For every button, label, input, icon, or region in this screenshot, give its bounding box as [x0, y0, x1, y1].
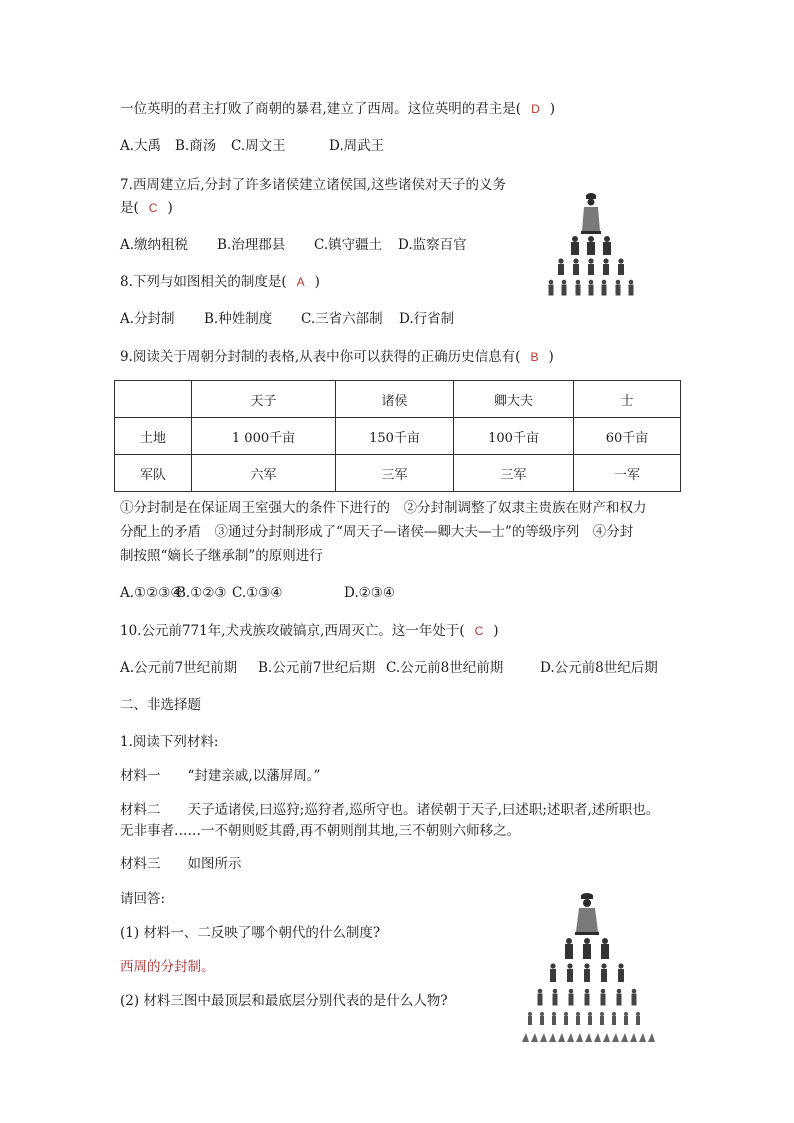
option: B.商汤: [175, 138, 217, 154]
q7-options: [120, 236, 467, 254]
q10-options: [120, 659, 658, 677]
option: A.公元前7世纪前期: [120, 660, 238, 676]
table-cell: [115, 381, 192, 418]
q7-answer: C: [148, 201, 158, 215]
option: D.监察百官: [398, 237, 467, 253]
q9-stem: 9.阅读关于周朝分封制的表格,从表中你可以获得的正确历史信息有( B ): [120, 349, 554, 365]
table-cell: 60千亩: [574, 418, 681, 455]
sub-question-1: (1) 材料一、二反映了哪个朝代的什么制度?: [120, 925, 381, 941]
q8-stem: 8.下列与如图相关的制度是( A ): [120, 274, 320, 290]
table-cell: 1 000千亩: [192, 418, 336, 455]
sub-question-1-answer: 西周的分封制。: [120, 959, 215, 975]
option: D.行省制: [399, 311, 455, 327]
option: A.①②③④: [120, 585, 183, 601]
option: C.镇守疆土: [314, 237, 383, 253]
q8-options: [120, 310, 454, 328]
option: B.①②③: [176, 585, 227, 601]
q10-answer: C: [474, 624, 484, 638]
q9-options: [120, 584, 395, 602]
q8-answer: A: [296, 275, 305, 289]
q9-statement-line1: ①分封制是在保证周王室强大的条件下进行的 ②分封制调整了奴隶主贵族在财产和权力: [120, 500, 647, 516]
material-one: 材料一 “封建亲戚,以藩屏周。”: [120, 768, 321, 784]
option: A.分封制: [120, 311, 175, 327]
section-title: 二、非选择题: [120, 697, 201, 713]
material-two-line2: 无非事者……一不朝则贬其爵,再不朝则削其地,三不朝则六师移之。: [120, 823, 521, 839]
sub-question-2: (2) 材料三图中最顶层和最底层分别代表的是什么人物?: [120, 993, 448, 1009]
option: B.种姓制度: [204, 311, 273, 327]
table-cell: 卿大夫: [454, 381, 574, 418]
q9-answer: B: [530, 350, 539, 364]
option: A.大禹: [120, 138, 162, 154]
q6-answer: D: [531, 102, 540, 116]
table-cell: 六军: [192, 455, 336, 492]
q10-stem: 10.公元前771年,犬戎族攻破镐京,西周灭亡。这一年处于( C ): [120, 623, 499, 639]
table-cell: 三军: [336, 455, 454, 492]
ask-label: 请回答:: [120, 891, 166, 907]
table-cell: 100千亩: [454, 418, 574, 455]
table-cell: 天子: [192, 381, 336, 418]
option: C.周文王: [231, 138, 286, 154]
option: C.三省六部制: [301, 311, 383, 327]
option: D.②③④: [344, 585, 395, 601]
feudal-hierarchy-pyramid-icon: [518, 890, 656, 1052]
table-cell: 土地: [115, 418, 192, 455]
q9-statement-line2: 分配上的矛盾 ③通过分封制形成了“周天子—诸侯—卿大夫—士”的等级序列 ④分封: [120, 524, 634, 540]
q7-stem-line1: 7.西周建立后,分封了许多诸侯建立诸侯国,这些诸侯对天子的义务: [120, 177, 506, 193]
feudal-table: [114, 380, 681, 492]
option: A.缴纳租税: [120, 237, 189, 253]
table-cell: 150千亩: [336, 418, 454, 455]
feudal-hierarchy-pyramid-icon: [545, 186, 637, 302]
option: C.①③④: [232, 585, 283, 601]
option: B.治理郡县: [217, 237, 286, 253]
q6-options: [120, 137, 384, 155]
question-intro: 1.阅读下列材料:: [120, 734, 219, 750]
table-cell: 军队: [115, 455, 192, 492]
table-cell: 一军: [574, 455, 681, 492]
table-header-row: [115, 381, 681, 418]
table-cell: 士: [574, 381, 681, 418]
q7-stem-line2: 是( C ): [120, 200, 173, 216]
material-two-line1: 材料二 天子适诸侯,曰巡狩;巡狩者,巡所守也。诸侯朝于天子,曰述职;述职者,述所职也。: [120, 802, 660, 818]
option: C.公元前8世纪前期: [386, 660, 504, 676]
table-cell: 三军: [454, 455, 574, 492]
q6-stem: 一位英明的君主打败了商朝的暴君,建立了西周。这位英明的君主是( D ): [120, 101, 556, 117]
option: D.公元前8世纪后期: [540, 660, 658, 676]
q9-statement-line3: 制按照“嫡长子继承制”的原则进行: [120, 548, 323, 564]
table-row: [115, 455, 681, 492]
option: D.周武王: [329, 138, 385, 154]
option: B.公元前7世纪后期: [258, 660, 376, 676]
material-three: 材料三 如图所示: [120, 856, 242, 872]
table-row: [115, 418, 681, 455]
table-cell: 诸侯: [336, 381, 454, 418]
